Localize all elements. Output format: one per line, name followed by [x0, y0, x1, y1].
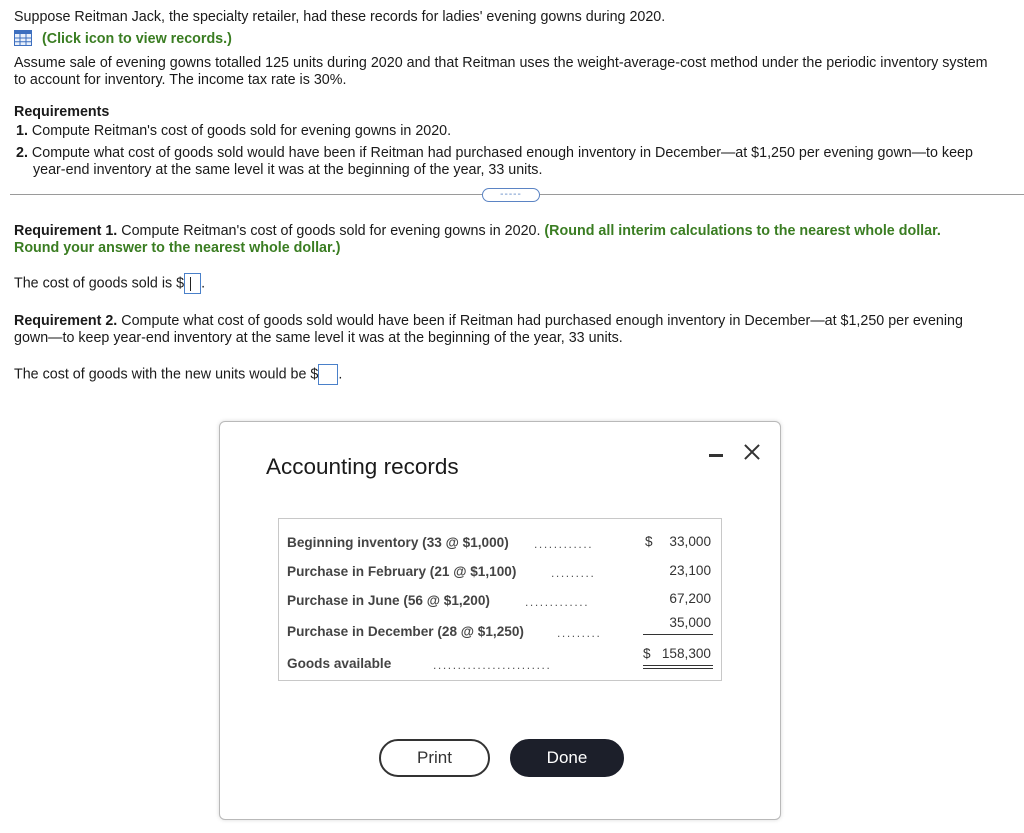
req1-text: Compute Reitman's cost of goods sold for evening gowns in 2020.: [117, 223, 545, 239]
requirement-2-item: [16, 145, 973, 162]
total-double-rule-bottom: [643, 668, 713, 669]
dollar-sign: $: [643, 646, 651, 661]
record-amount: 35,000: [669, 615, 711, 630]
cogs-answer-input[interactable]: [184, 273, 201, 294]
leader-dots: .............: [525, 595, 590, 609]
expand-toggle[interactable]: -----: [482, 188, 540, 202]
req2-prompt: [14, 313, 963, 330]
record-amount: 23,100: [669, 563, 711, 578]
req1-label: Requirement 1.: [14, 223, 118, 239]
records-link-text[interactable]: (Click icon to view records.): [41, 31, 232, 47]
assumption-line-2: to account for inventory. The income tax rate is 30%.: [14, 72, 347, 88]
requirement-2-text-cont: year-end inventory at the same level it was at the beginning of the year, 33 units.: [33, 162, 543, 178]
leader-dots: .........: [557, 626, 602, 640]
requirement-1-item: [16, 123, 451, 140]
req2-answer-row: [14, 364, 342, 385]
subtotal-rule: [643, 634, 713, 635]
leader-dots: .........: [551, 566, 596, 580]
problem-intro: Suppose Reitman Jack, the specialty retailer, had these records for ladies' evening gowns during 2020.: [14, 9, 666, 25]
record-amount: 33,000: [669, 534, 711, 549]
req2-text: Compute what cost of goods sold would have been if Reitman had purchased enough inventory in December—at $1,250 per evening: [117, 313, 963, 329]
records-table: [278, 518, 722, 681]
req2-answer-suffix: .: [338, 366, 343, 383]
requirements-heading: Requirements: [14, 104, 110, 120]
requirement-1-text: Compute Reitman's cost of goods sold for evening gowns in 2020.: [31, 123, 452, 139]
assumption-line-1: Assume sale of evening gowns totalled 125 units during 2020 and that Reitman uses the weight-average-cost method under the periodic inventory system: [14, 55, 988, 71]
record-label: Beginning inventory (33 @ $1,000): [287, 535, 509, 550]
record-label: Purchase in June (56 @ $1,200): [287, 593, 490, 608]
req1-rounding-note-cont: Round your answer to the nearest whole dollar.): [14, 240, 341, 256]
record-label: Goods available: [287, 656, 392, 671]
requirement-2-number: 2.: [16, 145, 28, 161]
req1-prompt: [14, 223, 941, 240]
print-button[interactable]: Print: [379, 739, 490, 777]
close-icon[interactable]: [742, 442, 762, 462]
record-amount: 67,200: [669, 591, 711, 606]
req1-answer-row: [14, 273, 205, 294]
leader-dots: ........................: [433, 658, 552, 672]
req1-rounding-note: (Round all interim calculations to the nearest whole dollar.: [544, 223, 941, 239]
records-link[interactable]: [14, 30, 232, 48]
total-double-rule-top: [643, 665, 713, 666]
record-label: Purchase in February (21 @ $1,100): [287, 564, 517, 579]
done-button[interactable]: Done: [510, 739, 624, 777]
record-amount: 158,300: [661, 646, 711, 661]
req2-answer-prefix: The cost of goods with the new units would be $: [14, 366, 319, 383]
requirement-2-text: Compute what cost of goods sold would have been if Reitman had purchased enough inventory in December—at $1,250 per evening gown—to keep: [31, 145, 973, 161]
minimize-button[interactable]: [709, 454, 723, 457]
table-icon[interactable]: [14, 30, 32, 46]
leader-dots: ............: [534, 537, 594, 551]
accounting-records-dialog: [219, 421, 781, 820]
dialog-title: Accounting records: [266, 454, 459, 479]
new-cogs-answer-input[interactable]: [318, 364, 338, 385]
req1-answer-prefix: The cost of goods sold is $: [14, 275, 185, 292]
req2-text-cont: gown—to keep year-end inventory at the same level it was at the beginning of the year, 33 units.: [14, 330, 623, 346]
record-label: Purchase in December (28 @ $1,250): [287, 624, 524, 639]
req2-label: Requirement 2.: [14, 313, 118, 329]
req1-answer-suffix: .: [201, 275, 206, 292]
dollar-sign: $: [645, 534, 653, 549]
text-caret: [190, 277, 191, 291]
requirement-1-number: 1.: [16, 123, 28, 139]
